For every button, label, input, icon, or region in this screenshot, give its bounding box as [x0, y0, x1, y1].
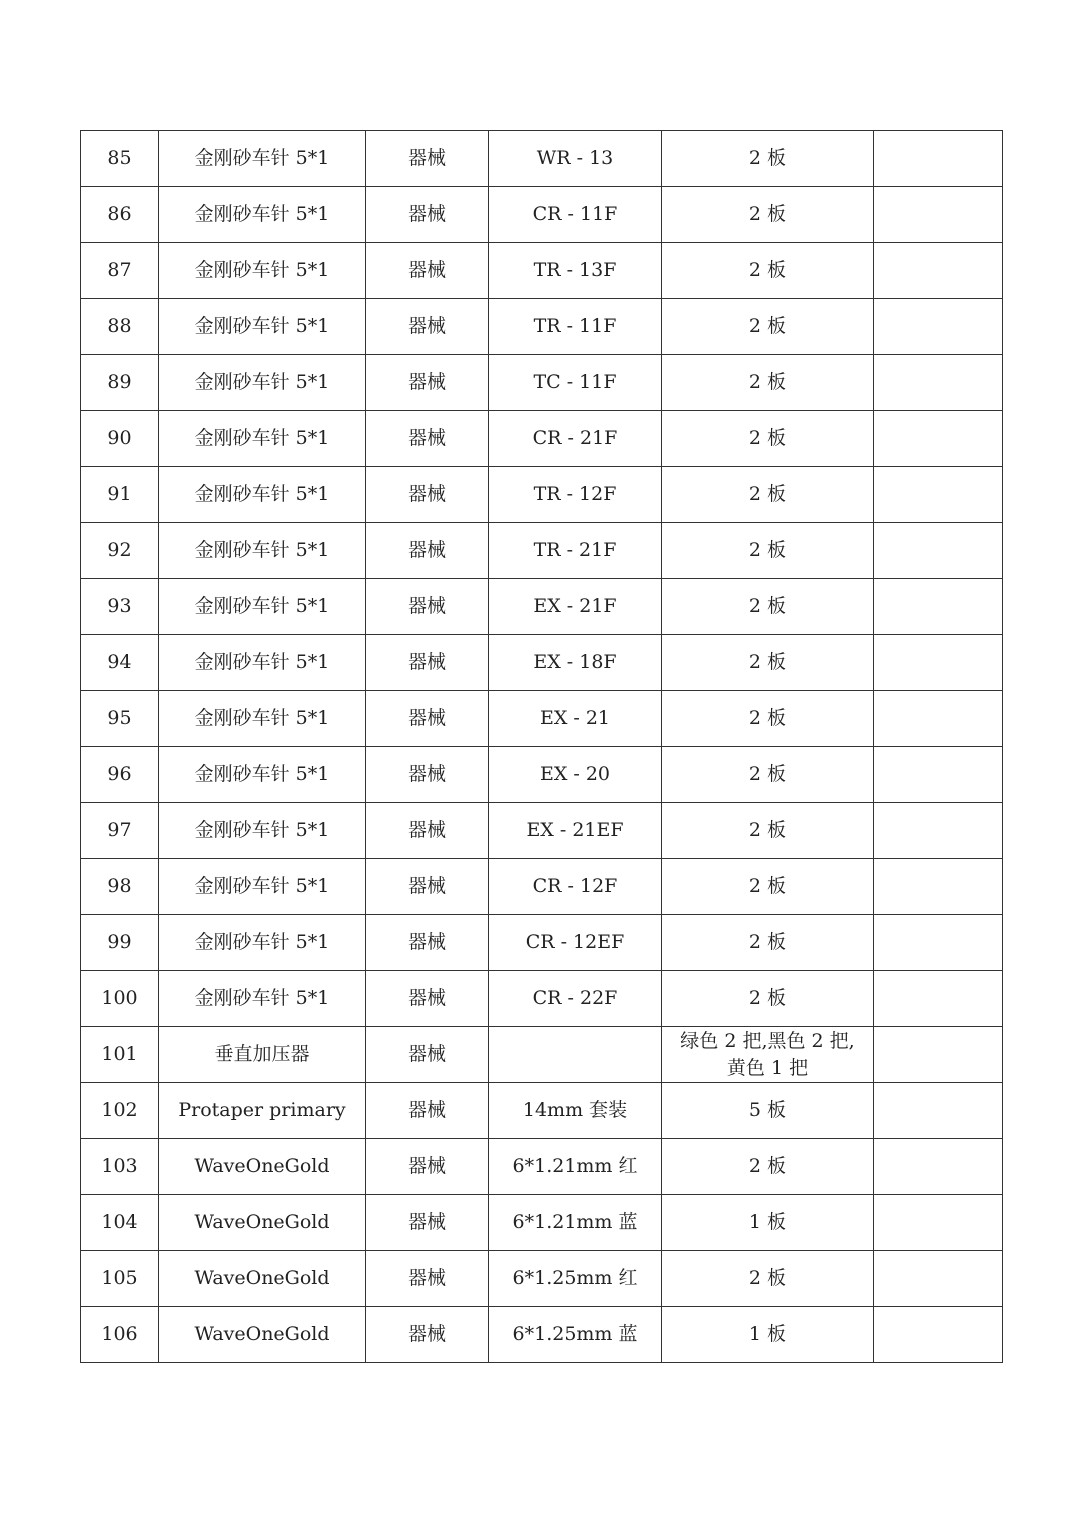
- item-category: 器械: [366, 1083, 489, 1139]
- item-note: [874, 467, 1003, 523]
- item-category: 器械: [366, 131, 489, 187]
- item-note: [874, 243, 1003, 299]
- row-number: 86: [81, 187, 159, 243]
- item-note: [874, 1195, 1003, 1251]
- item-category: 器械: [366, 747, 489, 803]
- item-note: [874, 1307, 1003, 1363]
- item-name: 金刚砂车针 5*1: [159, 579, 366, 635]
- table-row: [81, 859, 1003, 915]
- item-category: 器械: [366, 467, 489, 523]
- row-number: 95: [81, 691, 159, 747]
- row-number: 88: [81, 299, 159, 355]
- table-row: [81, 971, 1003, 1027]
- item-category: 器械: [366, 1027, 489, 1083]
- item-name: WaveOneGold: [159, 1195, 366, 1251]
- item-note: [874, 299, 1003, 355]
- item-quantity: 2 板: [662, 243, 874, 299]
- item-note: [874, 131, 1003, 187]
- item-quantity: 2 板: [662, 299, 874, 355]
- table-row: [81, 1251, 1003, 1307]
- table-row: [81, 299, 1003, 355]
- item-quantity: 1 板: [662, 1307, 874, 1363]
- item-quantity: 2 板: [662, 411, 874, 467]
- item-category: 器械: [366, 411, 489, 467]
- item-note: [874, 1027, 1003, 1083]
- item-category: 器械: [366, 355, 489, 411]
- item-category: 器械: [366, 635, 489, 691]
- item-note: [874, 635, 1003, 691]
- item-category: 器械: [366, 1139, 489, 1195]
- item-name: 金刚砂车针 5*1: [159, 411, 366, 467]
- item-category: 器械: [366, 971, 489, 1027]
- table-row: [81, 467, 1003, 523]
- item-name: 金刚砂车针 5*1: [159, 299, 366, 355]
- item-quantity: 1 板: [662, 1195, 874, 1251]
- item-note: [874, 1251, 1003, 1307]
- item-quantity: 2 板: [662, 523, 874, 579]
- item-spec: 6*1.21mm 红: [489, 1139, 662, 1195]
- item-note: [874, 355, 1003, 411]
- row-number: 96: [81, 747, 159, 803]
- item-note: [874, 691, 1003, 747]
- item-name: 金刚砂车针 5*1: [159, 747, 366, 803]
- item-name: Protaper primary: [159, 1083, 366, 1139]
- item-name: 金刚砂车针 5*1: [159, 803, 366, 859]
- item-spec: 6*1.25mm 红: [489, 1251, 662, 1307]
- item-spec: WR - 13: [489, 131, 662, 187]
- table-row: [81, 131, 1003, 187]
- row-number: 103: [81, 1139, 159, 1195]
- item-quantity: 2 板: [662, 467, 874, 523]
- item-quantity: 2 板: [662, 747, 874, 803]
- item-category: 器械: [366, 523, 489, 579]
- row-number: 87: [81, 243, 159, 299]
- item-spec: EX - 21EF: [489, 803, 662, 859]
- item-note: [874, 1139, 1003, 1195]
- table-row: [81, 1307, 1003, 1363]
- item-spec: CR - 11F: [489, 187, 662, 243]
- row-number: 105: [81, 1251, 159, 1307]
- item-quantity: 2 板: [662, 131, 874, 187]
- item-name: WaveOneGold: [159, 1307, 366, 1363]
- table-row: [81, 243, 1003, 299]
- item-name: 金刚砂车针 5*1: [159, 635, 366, 691]
- item-name: 金刚砂车针 5*1: [159, 971, 366, 1027]
- item-spec: [489, 1027, 662, 1083]
- item-category: 器械: [366, 859, 489, 915]
- item-quantity: 2 板: [662, 971, 874, 1027]
- item-spec: CR - 21F: [489, 411, 662, 467]
- item-name: 金刚砂车针 5*1: [159, 467, 366, 523]
- table-row: [81, 803, 1003, 859]
- item-note: [874, 523, 1003, 579]
- item-category: 器械: [366, 1251, 489, 1307]
- item-name: 金刚砂车针 5*1: [159, 355, 366, 411]
- item-note: [874, 187, 1003, 243]
- row-number: 93: [81, 579, 159, 635]
- item-spec: TR - 21F: [489, 523, 662, 579]
- item-category: 器械: [366, 299, 489, 355]
- row-number: 102: [81, 1083, 159, 1139]
- table-row: [81, 747, 1003, 803]
- item-note: [874, 915, 1003, 971]
- item-category: 器械: [366, 187, 489, 243]
- item-name: 垂直加压器: [159, 1027, 366, 1083]
- item-quantity: 2 板: [662, 1139, 874, 1195]
- item-note: [874, 747, 1003, 803]
- item-quantity: 2 板: [662, 803, 874, 859]
- row-number: 99: [81, 915, 159, 971]
- row-number: 92: [81, 523, 159, 579]
- table-body: [81, 131, 1003, 1363]
- item-note: [874, 579, 1003, 635]
- table-row: [81, 691, 1003, 747]
- item-quantity: 5 板: [662, 1083, 874, 1139]
- item-spec: TR - 12F: [489, 467, 662, 523]
- item-name: 金刚砂车针 5*1: [159, 243, 366, 299]
- table-row: [81, 579, 1003, 635]
- row-number: 106: [81, 1307, 159, 1363]
- table-row: [81, 1083, 1003, 1139]
- item-spec: EX - 21: [489, 691, 662, 747]
- item-quantity: 2 板: [662, 1251, 874, 1307]
- item-category: 器械: [366, 243, 489, 299]
- table-row: [81, 915, 1003, 971]
- item-category: 器械: [366, 1307, 489, 1363]
- item-spec: 6*1.21mm 蓝: [489, 1195, 662, 1251]
- row-number: 100: [81, 971, 159, 1027]
- item-name: 金刚砂车针 5*1: [159, 187, 366, 243]
- item-quantity: 2 板: [662, 187, 874, 243]
- item-quantity: 2 板: [662, 691, 874, 747]
- row-number: 85: [81, 131, 159, 187]
- item-spec: EX - 21F: [489, 579, 662, 635]
- table-row: [81, 1027, 1003, 1083]
- item-category: 器械: [366, 803, 489, 859]
- item-quantity: 2 板: [662, 915, 874, 971]
- row-number: 91: [81, 467, 159, 523]
- item-category: 器械: [366, 915, 489, 971]
- item-spec: EX - 20: [489, 747, 662, 803]
- item-note: [874, 971, 1003, 1027]
- table-row: [81, 411, 1003, 467]
- item-note: [874, 1083, 1003, 1139]
- item-spec: TC - 11F: [489, 355, 662, 411]
- item-spec: 6*1.25mm 蓝: [489, 1307, 662, 1363]
- table-row: [81, 1195, 1003, 1251]
- row-number: 89: [81, 355, 159, 411]
- item-name: 金刚砂车针 5*1: [159, 691, 366, 747]
- table-row: [81, 1139, 1003, 1195]
- table-row: [81, 355, 1003, 411]
- row-number: 97: [81, 803, 159, 859]
- item-quantity: 2 板: [662, 355, 874, 411]
- item-spec: CR - 12F: [489, 859, 662, 915]
- item-category: 器械: [366, 579, 489, 635]
- item-name: 金刚砂车针 5*1: [159, 915, 366, 971]
- item-spec: 14mm 套装: [489, 1083, 662, 1139]
- row-number: 101: [81, 1027, 159, 1083]
- item-name: 金刚砂车针 5*1: [159, 859, 366, 915]
- item-note: [874, 411, 1003, 467]
- inventory-table: [80, 130, 1003, 1363]
- item-quantity: 绿色 2 把,黑色 2 把, 黄色 1 把: [662, 1027, 874, 1083]
- row-number: 90: [81, 411, 159, 467]
- item-quantity: 2 板: [662, 859, 874, 915]
- item-quantity: 2 板: [662, 579, 874, 635]
- item-spec: CR - 12EF: [489, 915, 662, 971]
- row-number: 104: [81, 1195, 159, 1251]
- item-name: WaveOneGold: [159, 1139, 366, 1195]
- item-spec: TR - 13F: [489, 243, 662, 299]
- item-name: WaveOneGold: [159, 1251, 366, 1307]
- item-spec: CR - 22F: [489, 971, 662, 1027]
- item-name: 金刚砂车针 5*1: [159, 523, 366, 579]
- table-row: [81, 635, 1003, 691]
- item-note: [874, 859, 1003, 915]
- item-category: 器械: [366, 691, 489, 747]
- row-number: 98: [81, 859, 159, 915]
- item-spec: TR - 11F: [489, 299, 662, 355]
- row-number: 94: [81, 635, 159, 691]
- table-row: [81, 187, 1003, 243]
- item-quantity: 2 板: [662, 635, 874, 691]
- item-note: [874, 803, 1003, 859]
- table-row: [81, 523, 1003, 579]
- item-name: 金刚砂车针 5*1: [159, 131, 366, 187]
- item-spec: EX - 18F: [489, 635, 662, 691]
- item-category: 器械: [366, 1195, 489, 1251]
